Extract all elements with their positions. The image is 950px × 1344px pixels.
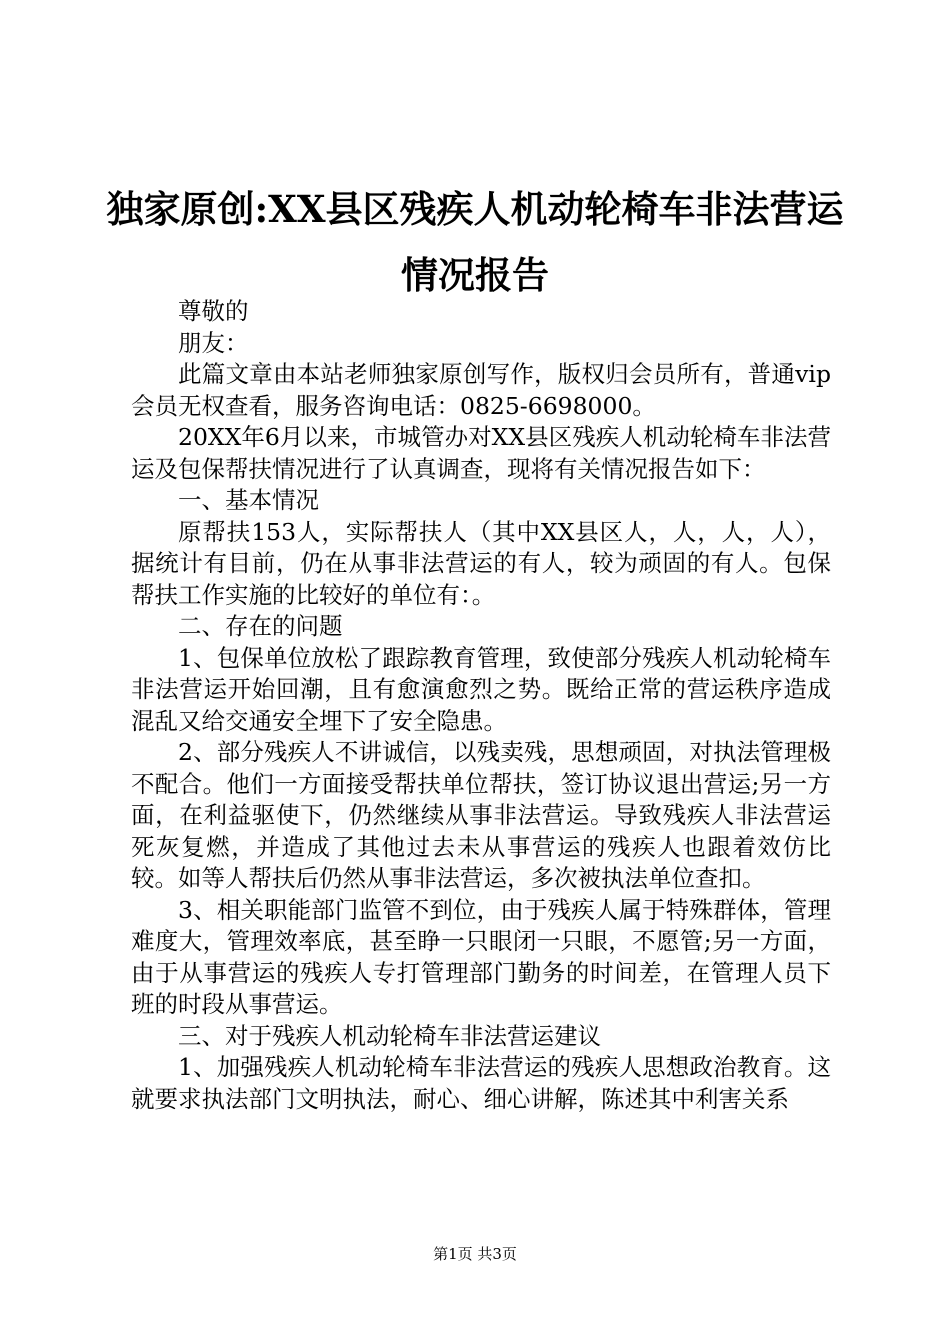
title-line-1: 独家原创:XX县区残疾人机动轮椅车非法营运 [106,187,844,231]
section-heading-suggestions: 三、对于残疾人机动轮椅车非法营运建议 [178,1021,601,1050]
paragraph-problem-1: 1、包保单位放松了跟踪教育管理，致使部分残疾人机动轮椅车非法营运开始回潮，且有愈演愈烈之势。既给正常的营运秩序造成混乱又给交通安全埋下了安全隐患。 [131,643,831,735]
section-heading-basic-situation: 一、基本情况 [178,486,319,514]
paragraph-basic-situation: 原帮扶153人，实际帮扶人（其中XX县区人，人，人，人），据统计有目前，仍在从事非法营运的有人，较为顽固的有人。包保帮扶工作实施的比较好的单位有：。 [131,517,831,609]
paragraph-intro: 20XX年6月以来，市城管办对XX县区残疾人机动轮椅车非法营运及包保帮扶情况进行了认真调查，现将有关情况报告如下： [131,423,831,483]
paragraph-problem-2: 2、部分残疾人不讲诚信，以残卖残，思想顽固，对执法管理极不配合。他们一方面接受帮扶单位帮扶，签订协议退出营运;另一方面，在利益驱使下，仍然继续从事非法营运。导致残疾人非法营运死灰复燃，并造成了其他过去未从事营运的残疾人也跟着效仿比较。如等人帮扶后仍然从事非法营运，多次被执法单位查扣。 [131,738,831,892]
page-number-footer: 第1页 共3页 [433,1245,517,1263]
salutation-line-2: 朋友： [178,328,249,357]
section-heading-problems: 二、存在的问题 [178,612,343,640]
paragraph-suggestion-1: 1、加强残疾人机动轮椅车非法营运的残疾人思想政治教育。这就要求执法部门文明执法，耐心、细心讲解，陈述其中利害关系 [131,1053,831,1113]
title-line-2: 情况报告 [401,253,549,297]
salutation-line-1: 尊敬的 [178,297,249,325]
paragraph-copyright-notice: 此篇文章由本站老师独家原创写作，版权归会员所有，普通vip会员无权查看，服务咨询电话：0825-6698000。 [131,360,831,420]
paragraph-problem-3: 3、相关职能部门监管不到位，由于残疾人属于特殊群体，管理难度大，管理效率底，甚至睁一只眼闭一只眼，不愿管;另一方面，由于从事营运的残疾人专打管理部门勤务的时间差，在管理人员下班的时段从事营运。 [131,895,831,1018]
document-body [131,296,831,1115]
document-title [100,176,850,308]
